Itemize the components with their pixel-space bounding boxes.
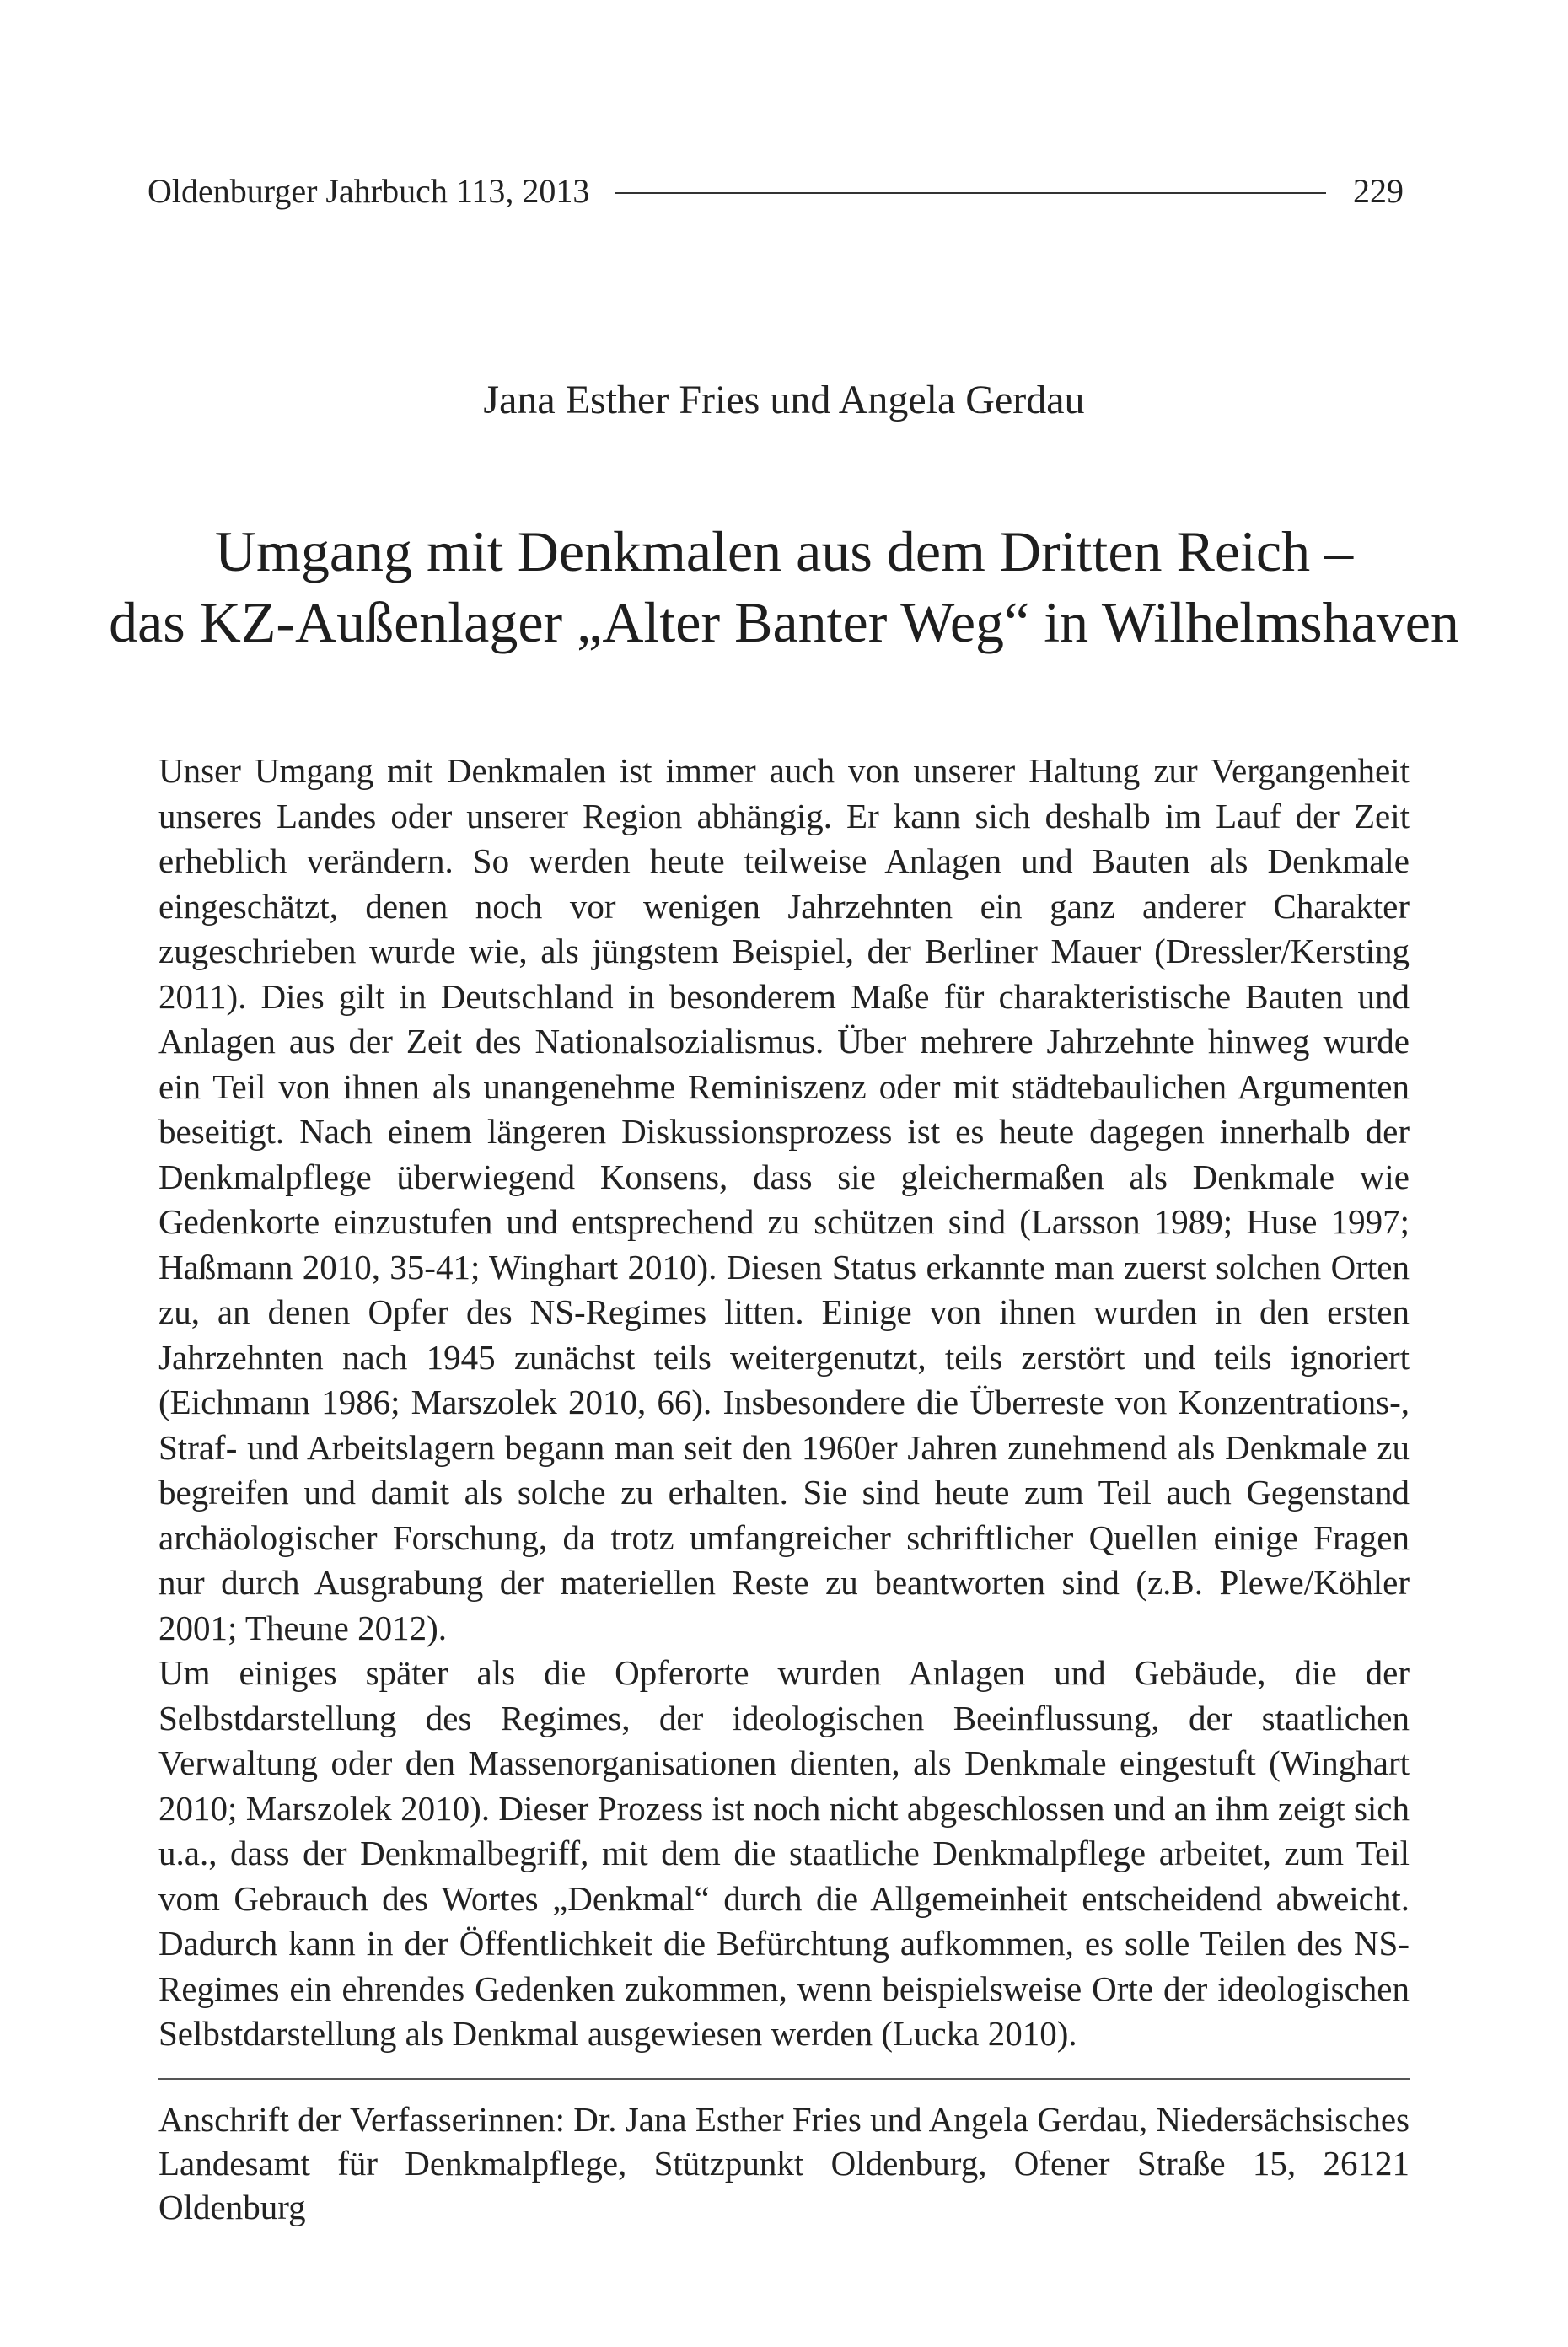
title-line-2: das KZ-Außenlager „Alter Banter Weg“ in Wilhelmshaven: [109, 590, 1459, 654]
article-title: [84, 516, 1484, 658]
body-paragraph-1: Unser Umgang mit Denkmalen ist immer auch von unserer Haltung zur Vergangenheit unseres Landes oder unserer Region abhängig. Er kann sich deshalb im Lauf der Zeit erheblich verändern. So werden heute teilweise Anlagen und Bauten als Denkmale eingeschätzt, denen noch vor wenigen Jahrzehnten ein ganz anderer Charakter zugeschrieben wurde wie, als jüngstem Beispiel, der Berliner Mauer (Dressler/Kersting 2011). Dies gilt in Deutschland in besonderem Maße für charakteristische Bauten und Anlagen aus der Zeit des Nationalsozialismus. Über mehrere Jahrzehnte hinweg wurde ein Teil von ihnen als unangenehme Reminiszenz oder mit städtebaulichen Argumenten beseitigt. Nach einem längeren Diskussionsprozess ist es heute dagegen innerhalb der Denkmalpflege überwiegend Konsens, dass sie gleichermaßen als Denkmale wie Gedenkorte einzustufen und entsprechend zu schützen sind (Larsson 1989; Huse 1997; Haßmann 2010, 35-41; Winghart 2010). Diesen Status erkannte man zuerst solchen Orten zu, an denen Opfer des NS-Regimes litten. Einige von ihnen wurden in den ersten Jahrzehnten nach 1945 zunächst teils weitergenutzt, teils zerstört und teils ignoriert (Eichmann 1986; Marszolek 2010, 66). Insbesondere die Überreste von Konzentrations-, Straf- und Arbeitslagern begann man seit den 1960er Jahren zunehmend als Denkmale zu begreifen und damit als solche zu erhalten. Sie sind heute zum Teil auch Gegenstand archäologischer Forschung, da trotz umfangreicher schriftlicher Quellen einige Fragen nur durch Ausgrabung der materiellen Reste zu beantworten sind (z.B. Plewe/Köhler 2001; Theune 2012).: [158, 751, 1410, 1647]
footnote-rule: [158, 2078, 1410, 2080]
body-paragraph-2: Um einiges später als die Opferorte wurden Anlagen und Gebäude, die der Selbstdarstellung des Regimes, der ideologischen Beeinflussung, der staatlichen Verwaltung oder den Massenorganisationen dienten, als Denkmale eingestuft (Winghart 2010; Marszolek 2010). Dieser Prozess ist noch nicht abgeschlossen und an ihm zeigt sich u.a., dass der Denkmalbegriff, mit dem die staatliche Denkmalpflege arbeitet, zum Teil vom Gebrauch des Wortes „Denkmal“ durch die Allgemeinheit entscheidend abweicht. Dadurch kann in der Öffentlichkeit die Befürchtung aufkommen, es solle Teilen des NS-Regimes ein ehrendes Gedenken zukommen, wenn beispielsweise Orte der ideologischen Selbstdarstellung als Denkmal ausgewiesen werden (Lucka 2010).: [158, 1653, 1410, 2053]
header-rule: [615, 192, 1326, 194]
article-authors: Jana Esther Fries und Angela Gerdau: [483, 378, 1085, 422]
article-body: [158, 749, 1410, 2057]
author-address-footnote: Anschrift der Verfasserinnen: Dr. Jana Esther Fries und Angela Gerdau, Niedersächsisches Landesamt für Denkmalpflege, Stützpunkt Oldenburg, Ofener Straße 15, 26121 Oldenburg: [158, 2100, 1410, 2226]
running-head: [148, 165, 1404, 216]
journal-name: Oldenburger Jahrbuch 113, 2013: [148, 171, 590, 210]
title-line-1: Umgang mit Denkmalen aus dem Dritten Reich –: [214, 519, 1354, 583]
page-number: 229: [1353, 171, 1404, 210]
